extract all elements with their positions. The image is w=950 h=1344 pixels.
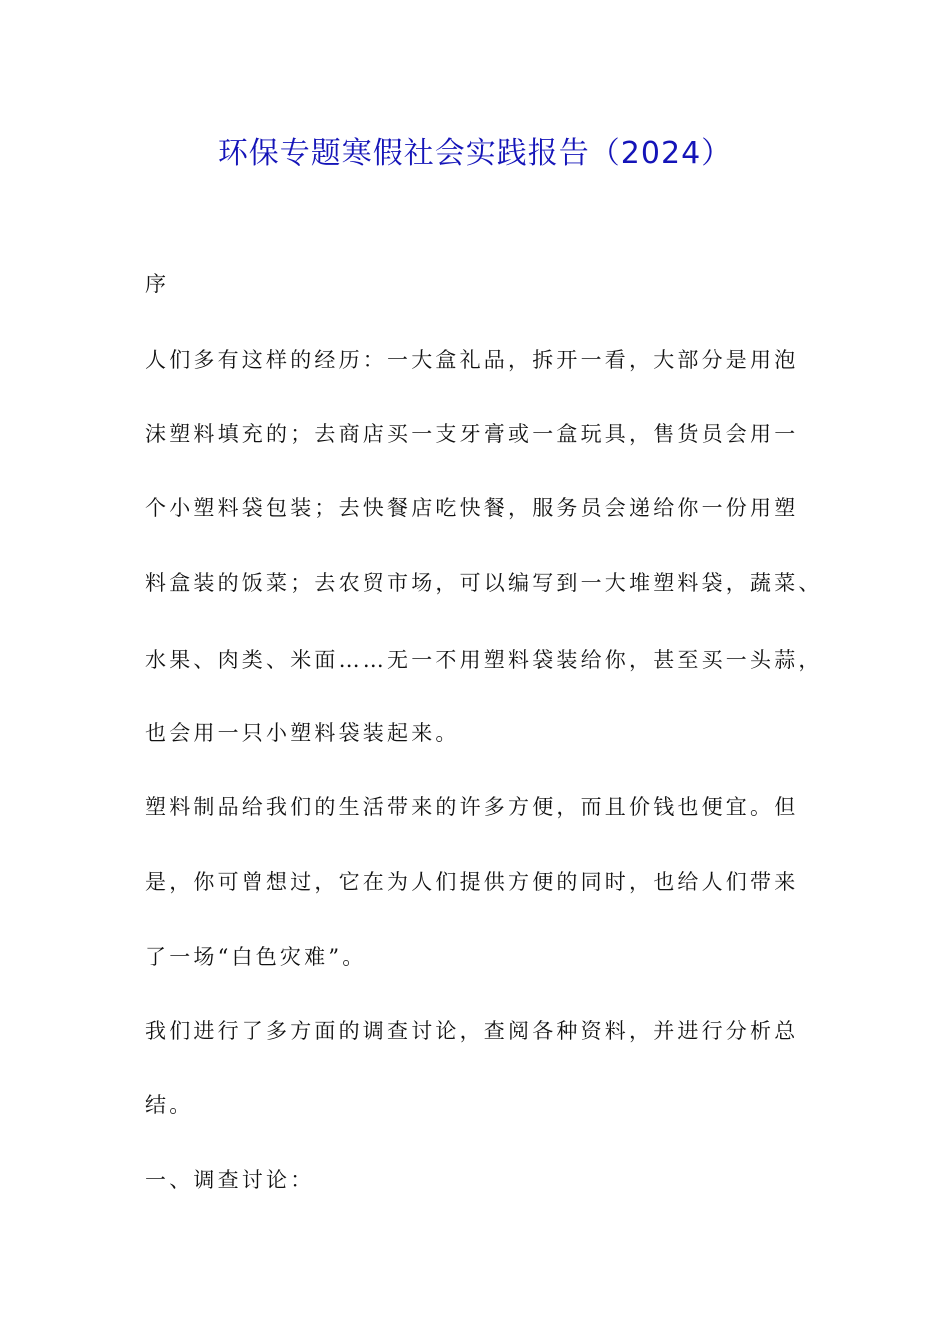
paragraph-line: 是，你可曾想过，它在为人们提供方便的同时，也给人们带来	[145, 870, 799, 894]
paragraph-line: 结。	[145, 1093, 194, 1117]
document-title: 环保专题寒假社会实践报告（2024）	[217, 136, 733, 171]
paragraph-line: 个小塑料袋包装；去快餐店吃快餐，服务员会递给你一份用塑	[145, 496, 799, 520]
paragraph-line: 也会用一只小塑料袋装起来。	[145, 721, 460, 745]
section-heading-preface: 序	[145, 272, 170, 296]
section-heading-survey: 一、调查讨论：	[145, 1168, 315, 1192]
paragraph-line: 我们进行了多方面的调查讨论，查阅各种资料，并进行分析总	[145, 1019, 799, 1043]
paragraph-line: 了一场“白色灾难”。	[145, 945, 367, 969]
paragraph-line: 人们多有这样的经历：一大盒礼品，拆开一看，大部分是用泡	[145, 348, 799, 372]
paragraph-line: 塑料制品给我们的生活带来的许多方便，而且价钱也便宜。但	[145, 795, 799, 819]
paragraph-line: 料盒装的饭菜；去农贸市场，可以编写到一大堆塑料袋，蔬菜、	[145, 571, 823, 595]
paragraph-line: 沫塑料填充的；去商店买一支牙膏或一盒玩具，售货员会用一	[145, 422, 799, 446]
paragraph-line: 水果、肉类、米面……无一不用塑料袋装给你，甚至买一头蒜，	[145, 648, 823, 672]
